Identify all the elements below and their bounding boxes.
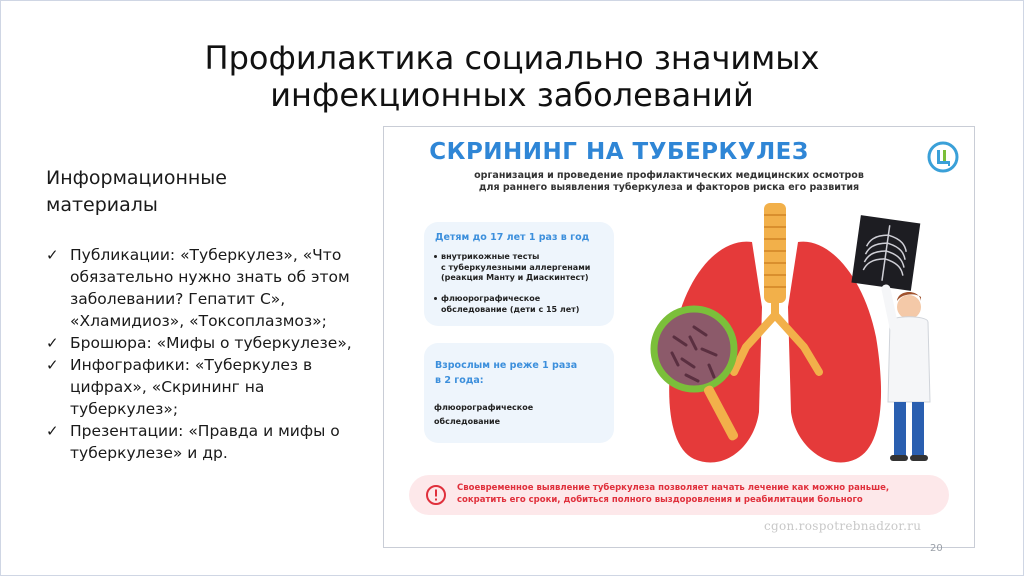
children-box [424,222,614,326]
adults-heading-line2: в 2 года: [435,375,484,386]
check-icon: ✓ [46,334,59,352]
children-item-fluoro [434,294,579,315]
exclamation-icon [425,484,447,506]
check-icon: ✓ [46,356,59,374]
bullet-icon [434,255,437,258]
infographic-card [383,126,975,548]
list-item-text: Инфографики: «Туберкулез в цифрах», «Скрининг на туберкулез»; [70,356,313,418]
lungs-illustration [624,197,954,477]
list-item [46,244,366,332]
check-icon: ✓ [46,246,59,264]
list-item [46,332,366,354]
slide-title-line1: Профилактика социально значимых [204,39,820,77]
infographic-subtitle-line1: организация и проведение профилактических медицинских осмотров [474,170,864,181]
adults-heading [435,358,577,388]
magnifier-icon [654,309,734,389]
subheading: Информационные материалы [46,167,227,216]
alert-banner [409,475,949,515]
rospotrebnadzor-logo-icon [927,141,959,173]
children-item2-line2: обследование (дети с 15 лет) [441,304,580,314]
list-item-text: Публикации: «Туберкулез», «Что обязательно нужно знать об этом заболевании? Гепатит С», «Хламидиоз», «Токсоплазмоз»; [70,246,350,330]
slide-title-line2: инфекционных заболеваний [270,76,754,114]
doctor-icon [886,289,930,461]
alert-banner-line1: Своевременное выявление туберкулеза позволяет начать лечение как можно раньше, [457,483,890,493]
list-item [46,420,366,464]
infographic-subtitle-line2: для раннего выявления туберкулеза и факторов риска его развития [478,182,860,193]
children-item2-line1: флюорографическое [441,294,541,303]
list-item-text: Брошюра: «Мифы о туберкулезе», [70,334,352,352]
children-item1-line1: внутрикожные тесты [441,252,540,261]
adults-item-line1: флюорографическое [434,403,534,412]
infographic-title: СКРИНИНГ НА ТУБЕРКУЛЕЗ [429,139,809,165]
infographic-subtitle [444,170,894,194]
children-item1-line3: (реакция Манту и Диаскинтест) [441,273,589,282]
children-heading: Детям до 17 лет 1 раз в год [435,232,590,243]
check-icon: ✓ [46,422,59,440]
bullet-icon [434,297,437,300]
list-item [46,354,366,420]
children-item-tests [434,252,590,284]
slide-title [100,40,924,114]
list-item-text: Презентации: «Правда и мифы о туберкулезе» и др. [70,422,340,462]
adults-heading-line1: Взрослым не реже 1 раза [435,360,578,371]
adults-box [424,343,614,443]
alert-banner-line2: сократить его сроки, добиться полного выздоровления и реабилитации больного [457,495,863,505]
adults-item [434,401,533,429]
children-item1-line2: с туберкулезными аллергенами [441,262,591,272]
source-watermark: cgon.rospotrebnadzor.ru [764,519,922,533]
adults-item-line2: обследование [434,417,501,426]
alert-banner-text [457,482,937,506]
page-number: 20 [930,543,943,554]
xray-image-icon [851,215,920,291]
materials-list [46,244,366,464]
